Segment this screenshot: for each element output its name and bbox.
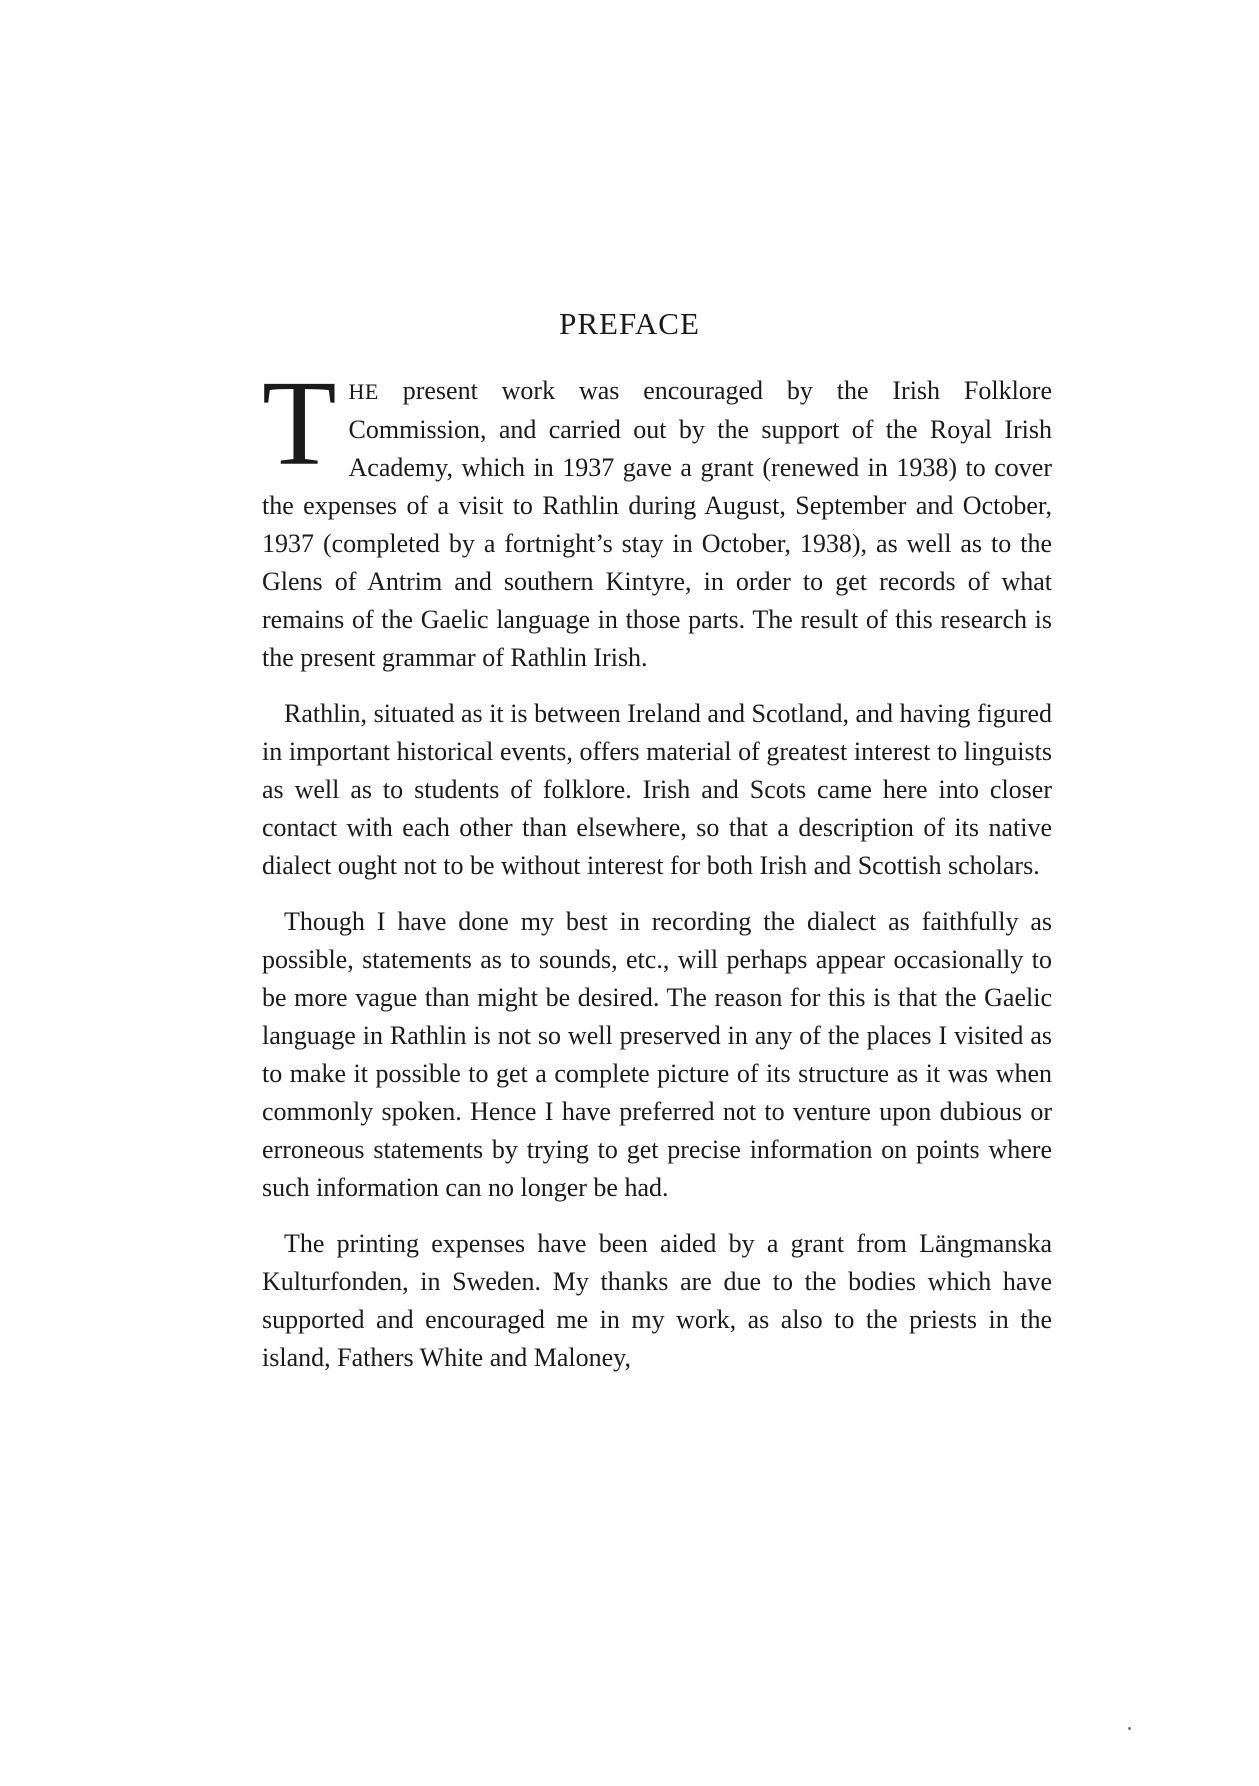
drop-cap: T bbox=[262, 356, 337, 491]
paragraph-4: The printing expenses have been aided by a grant from Längmanska Kulturfonden, in Sweden. My thanks are due to the bodies which have supported and encouraged me in my work, as also to the priests in the island, Fathers White and Maloney, bbox=[262, 1229, 1052, 1372]
paragraph-1 bbox=[262, 356, 1052, 677]
paragraph-3: Though I have done my best in recording the dialect as faithfully as possible, statements as to sounds, etc., will perhaps appear occasionally to be more vague than might be desired. The reason for this is that the Gaelic language in Rathlin is not so well preserved in any of the places I visited as to make it possible to get a complete picture of its structure as it was when commonly spoken. Hence I have preferred not to venture upon dubious or erroneous statements by trying to get precise information on points where such information can no longer be had. bbox=[262, 907, 1052, 1202]
paragraph-1-text: present work was encouraged by the Irish Folklore Commission, and carried out by the support of the Royal Irish Academy, which in 1937 gave a grant (renewed in 1938) to cover the expenses of a visit to Rathlin during August, September and October, 1937 (completed by a fortnight’s stay in October, 1938), as well as to the Glens of Antrim and southern Kintyre, in order to get records of what remains of the Gaelic language in those parts. The result of this research is the present grammar of Rathlin Irish. bbox=[262, 376, 1052, 672]
page-speck bbox=[1128, 1727, 1131, 1730]
preface-body bbox=[262, 356, 1052, 1395]
paragraph-2: Rathlin, situated as it is between Ireland and Scotland, and having figured in important historical events, offers material of greatest interest to linguists as well as to students of folklore. Irish and Scots came here into closer contact with each other than elsewhere, so that a description of its native dialect ought not to be without interest for both Irish and Scottish scholars. bbox=[262, 699, 1052, 880]
page-title: PREFACE bbox=[559, 306, 700, 341]
opening-word: HE bbox=[348, 379, 379, 404]
